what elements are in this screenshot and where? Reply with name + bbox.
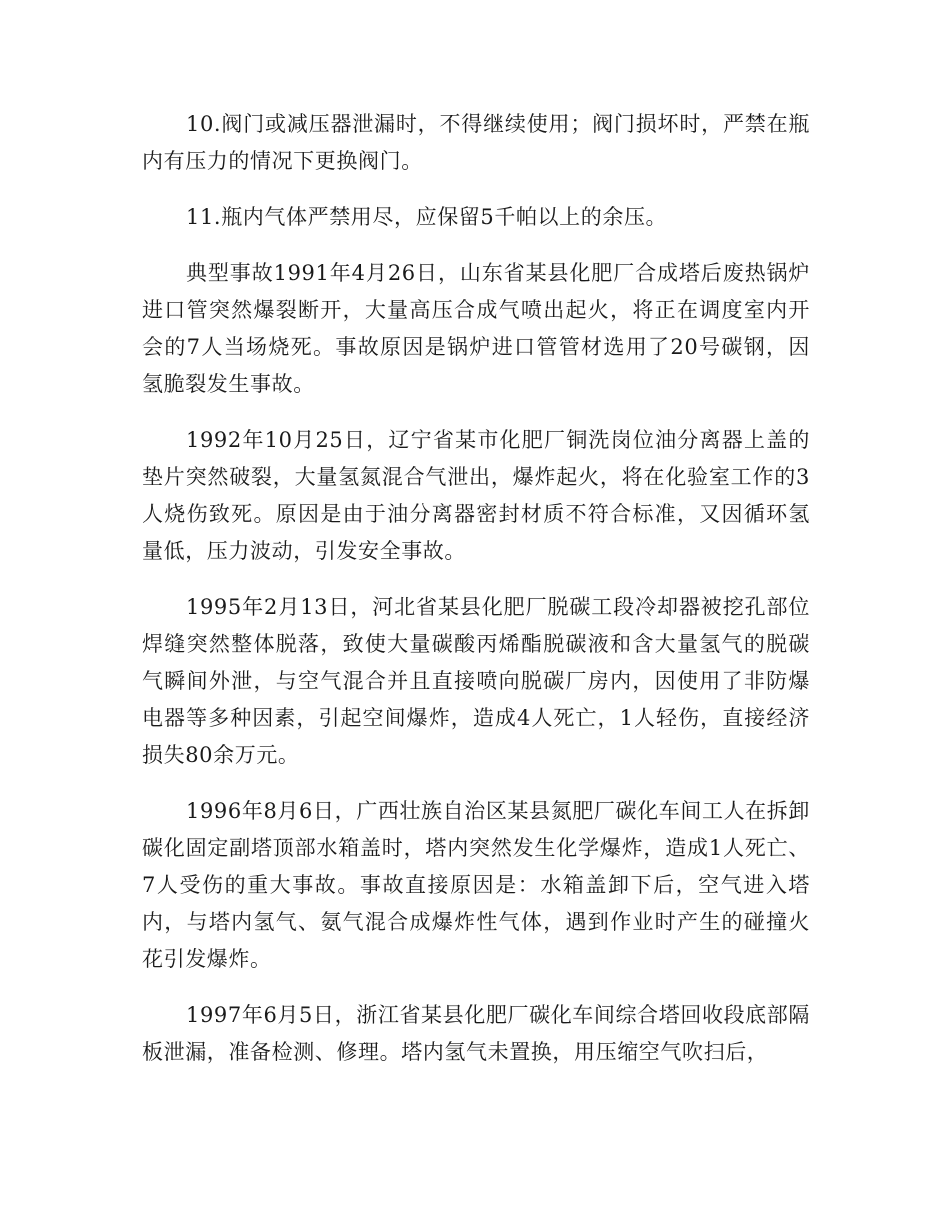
document-body <box>142 106 810 1090</box>
paragraph-accident-1997: 1997年6月5日，浙江省某县化肥厂碳化车间综合塔回收段底部隔板泄漏，准备检测、修理。塔内氢气未置换，用压缩空气吹扫后， <box>142 1003 810 1064</box>
paragraph-rule-10: 10.阀门或减压器泄漏时，不得继续使用；阀门损坏时，严禁在瓶内有压力的情况下更换阀门。 <box>142 112 810 173</box>
paragraph-accident-1996: 1996年8月6日，广西壮族自治区某县氮肥厂碳化车间工人在拆卸碳化固定副塔顶部水箱盖时，塔内突然发生化学爆炸，造成1人死亡、7人受伤的重大事故。事故直接原因是：水箱盖卸下后，空气进入塔内，与塔内氢气、氨气混合成爆炸性气体，遇到作业时产生的碰撞火花引发爆炸。 <box>142 799 810 971</box>
paragraph-accident-1991: 典型事故1991年4月26日，山东省某县化肥厂合成塔后废热锅炉进口管突然爆裂断开，大量高压合成气喷出起火，将正在调度室内开会的7人当场烧死。事故原因是锅炉进口管管材选用了20号碳钢，因氢脆裂发生事故。 <box>142 261 810 396</box>
paragraph-accident-1992: 1992年10月25日，辽宁省某市化肥厂铜洗岗位油分离器上盖的垫片突然破裂，大量氢氮混合气泄出，爆炸起火，将在化验室工作的3人烧伤致死。原因是由于油分离器密封材质不符合标准，又因循环氢量低，压力波动，引发安全事故。 <box>142 428 810 563</box>
paragraph-accident-1995: 1995年2月13日，河北省某县化肥厂脱碳工段冷却器被挖孔部位焊缝突然整体脱落，致使大量碳酸丙烯酯脱碳液和含大量氢气的脱碳气瞬间外泄，与空气混合并且直接喷向脱碳厂房内，因使用了非防爆电器等多种因素，引起空间爆炸，造成4人死亡，1人轻伤，直接经济损失80余万元。 <box>142 595 810 767</box>
paragraph-rule-11: 11.瓶内气体严禁用尽，应保留5千帕以上的余压。 <box>186 205 668 229</box>
